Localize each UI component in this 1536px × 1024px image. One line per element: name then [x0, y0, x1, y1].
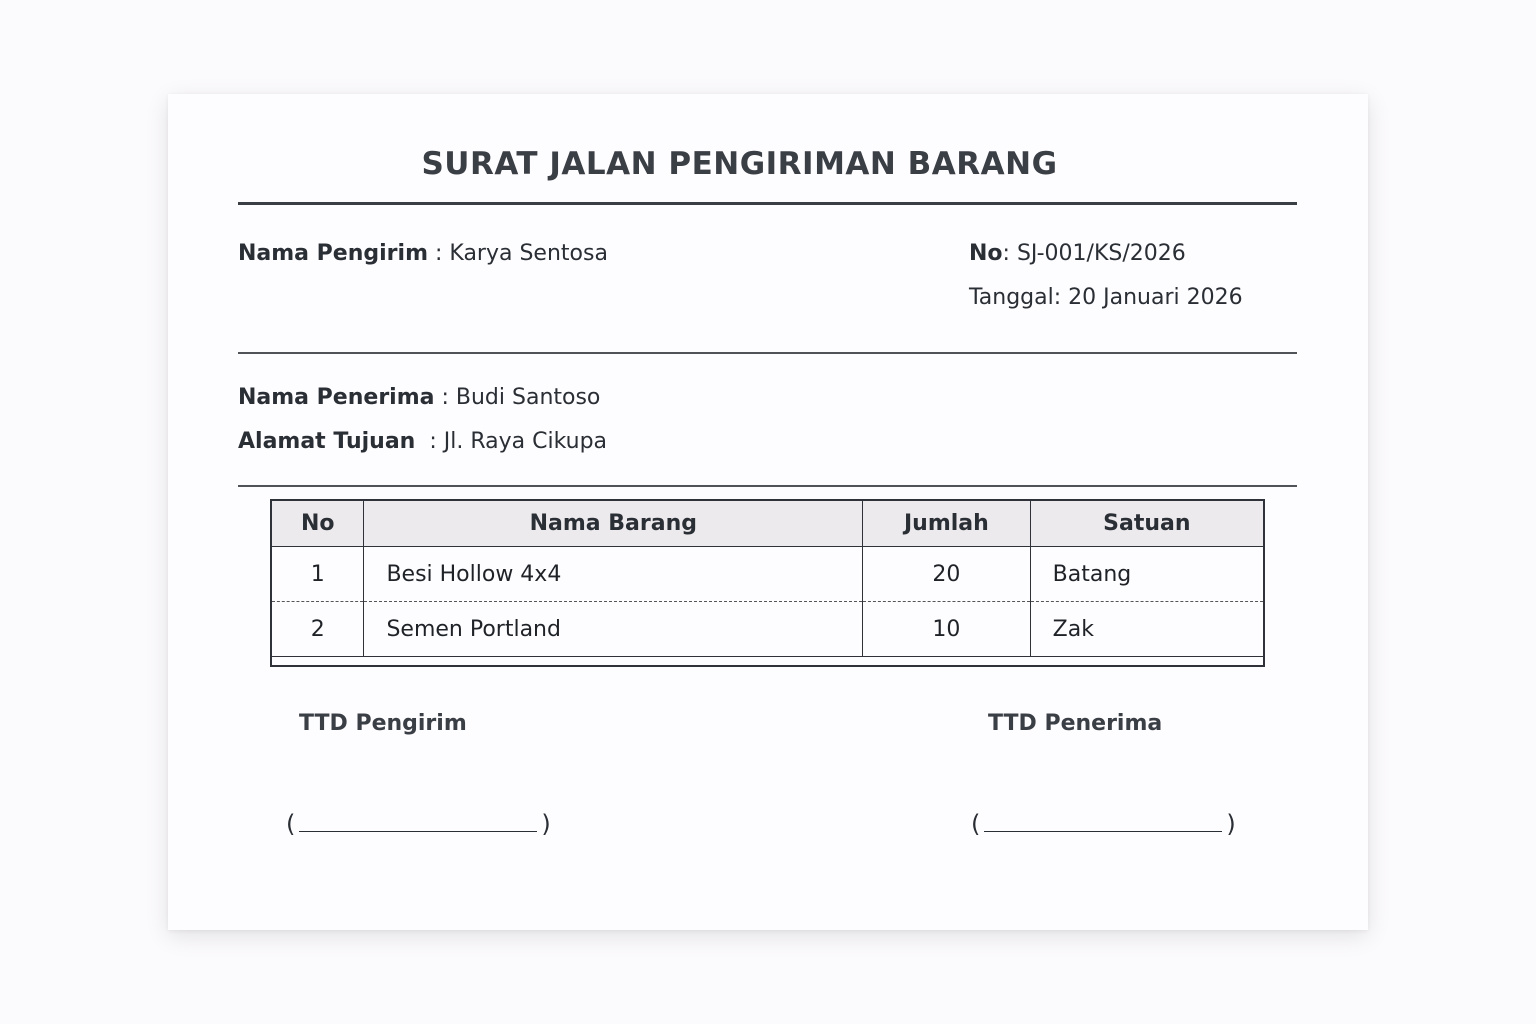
cell-quantity: 10 — [863, 602, 1031, 657]
header-item-name: Nama Barang — [364, 500, 863, 547]
table-footer-spacer — [271, 657, 1264, 667]
close-paren: ) — [541, 810, 551, 838]
signature-blank — [984, 831, 1222, 832]
address-value: Jl. Raya Cikupa — [443, 429, 608, 454]
document-title: SURAT JALAN PENGIRIMAN BARANG — [421, 146, 1058, 182]
number-value: SJ-001/KS/2026 — [1016, 241, 1186, 266]
date-value: 20 Januari 2026 — [1068, 285, 1243, 310]
cell-unit: Zak — [1030, 602, 1264, 657]
open-paren: ( — [286, 810, 296, 838]
open-paren: ( — [971, 810, 981, 838]
table-row — [271, 547, 1264, 602]
cell-item-name: Besi Hollow 4x4 — [364, 547, 863, 602]
number-label: No — [969, 241, 1003, 266]
recipient-divider — [238, 485, 1297, 487]
recipient-separator: : — [434, 385, 456, 410]
table-header-row — [271, 500, 1264, 547]
date-separator: : — [1053, 285, 1069, 310]
sender-signature-line — [286, 810, 551, 838]
cell-quantity: 20 — [863, 547, 1031, 602]
date-field — [969, 285, 1243, 310]
recipient-label: Nama Penerima — [238, 385, 435, 410]
recipient-field — [238, 385, 600, 410]
address-separator: : — [415, 429, 444, 454]
header-quantity: Jumlah — [863, 500, 1031, 547]
header-no: No — [271, 500, 364, 547]
header-divider — [238, 352, 1297, 354]
recipient-value: Budi Santoso — [455, 385, 601, 410]
signature-blank — [299, 831, 537, 832]
recipient-signature-label: TTD Penerima — [988, 711, 1163, 736]
sender-signature-label: TTD Pengirim — [299, 711, 467, 736]
address-field — [238, 429, 607, 454]
sender-label: Nama Pengirim — [238, 241, 428, 266]
sender-field — [238, 241, 608, 266]
items-table — [270, 499, 1265, 667]
delivery-note-paper — [168, 94, 1368, 930]
number-separator: : — [1002, 241, 1017, 266]
title-divider — [238, 202, 1297, 205]
cell-no: 1 — [271, 547, 364, 602]
address-label: Alamat Tujuan — [238, 429, 416, 454]
sender-value: Karya Sentosa — [449, 241, 608, 266]
cell-unit: Batang — [1030, 547, 1264, 602]
document-number-field — [969, 241, 1186, 266]
date-label: Tanggal — [969, 285, 1054, 310]
close-paren: ) — [1226, 810, 1236, 838]
recipient-signature-line — [971, 810, 1236, 838]
cell-no: 2 — [271, 602, 364, 657]
table-row — [271, 602, 1264, 657]
header-unit: Satuan — [1030, 500, 1264, 547]
cell-item-name: Semen Portland — [364, 602, 863, 657]
sender-separator: : — [428, 241, 450, 266]
